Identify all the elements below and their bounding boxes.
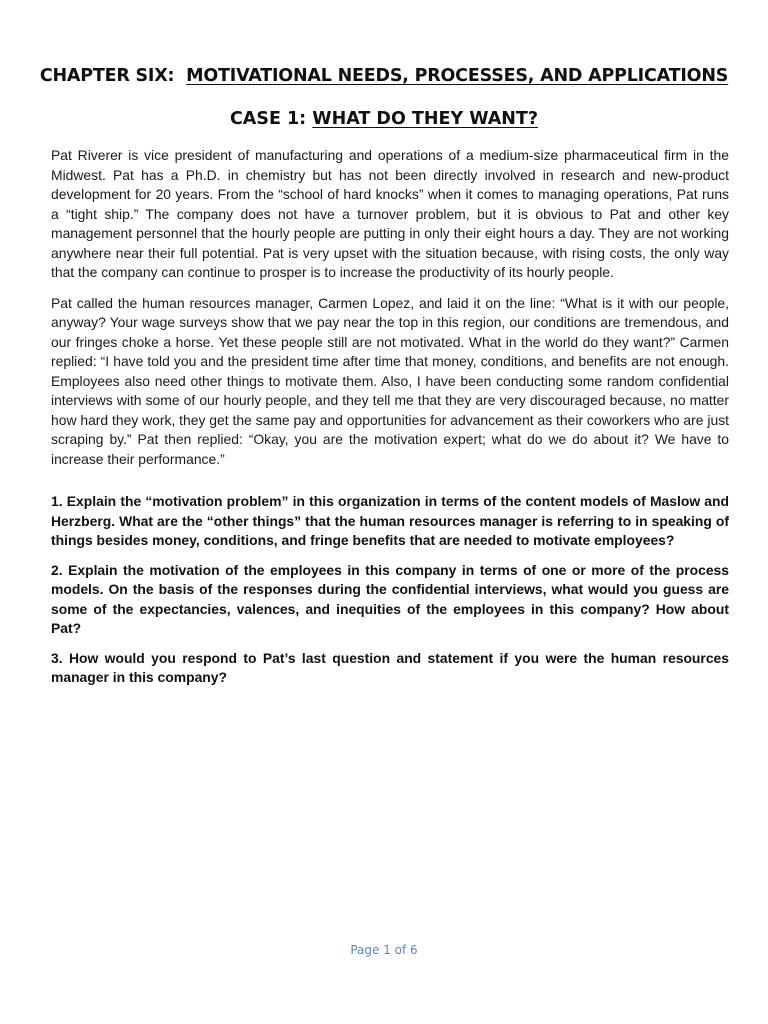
case-body xyxy=(51,146,729,480)
question-3: 3. How would you respond to Pat’s last question and statement if you were the human resources manager in this company? xyxy=(51,649,729,685)
chapter-prefix: CHAPTER SIX: xyxy=(39,66,175,86)
case-prefix: CASE 1: xyxy=(229,109,307,129)
question-1: 1. Explain the “motivation problem” in this organization in terms of the content models of Maslow and Herzberg. What are the “other things” that the human resources manager is referring to in speaking of things besides money, conditions, and fringe benefits that are needed to motivate employees? xyxy=(51,493,729,548)
chapter-title xyxy=(0,66,768,86)
question-2: 2. Explain the motivation of the employees in this company in terms of one or more of the process models. On the basis of the responses during the confidential interviews, what would you guess are some of the expectancies, valences, and inequities of the employees in this company? How about Pat? xyxy=(51,561,729,636)
case-name: WHAT DO THEY WANT? xyxy=(312,109,539,129)
case-paragraph-2: Pat called the human resources manager, Carmen Lopez, and laid it on the line: “What is it with our people, anyway? Your wage surveys show that we pay near the top in this region, our conditions are tremendous, and our fringes choke a horse. Yet these people still are not motivated. What in the world do they want?” Carmen replied: “I have told you and the president time after time that money, conditions, and benefits are not enough. Employees also need other things to motivate them. Also, I have been conducting some random confidential interviews with some of our hourly people, and they tell me that they are very discouraged because, no matter how hard they work, they get the same pay and opportunities for advancement as their coworkers who are just scraping by.” Pat then replied: “Okay, you are the motivation expert; what do we do about it? We have to increase their performance.” xyxy=(51,294,729,467)
question-list xyxy=(51,492,729,698)
page-number: Page 1 of 6 xyxy=(350,943,418,957)
case-title xyxy=(0,109,768,129)
case-paragraph-1: Pat Riverer is vice president of manufacturing and operations of a medium-size pharmaceutical firm in the Midwest. Pat has a Ph.D. in chemistry but has not been directly involved in research and new-product development for 20 years. From the “school of hard knocks” when it comes to managing operations, Pat runs a “tight ship.” The company does not have a turnover problem, but it is obvious to Pat and other key management personnel that the hourly people are putting in only their eight hours a day. They are not working anywhere near their full potential. Pat is very upset with the situation because, with rising costs, the only way that the company can continue to prosper is to increase the productivity of its hourly people. xyxy=(51,147,729,280)
chapter-name: MOTIVATIONAL NEEDS, PROCESSES, AND APPLICATIONS xyxy=(186,66,729,86)
